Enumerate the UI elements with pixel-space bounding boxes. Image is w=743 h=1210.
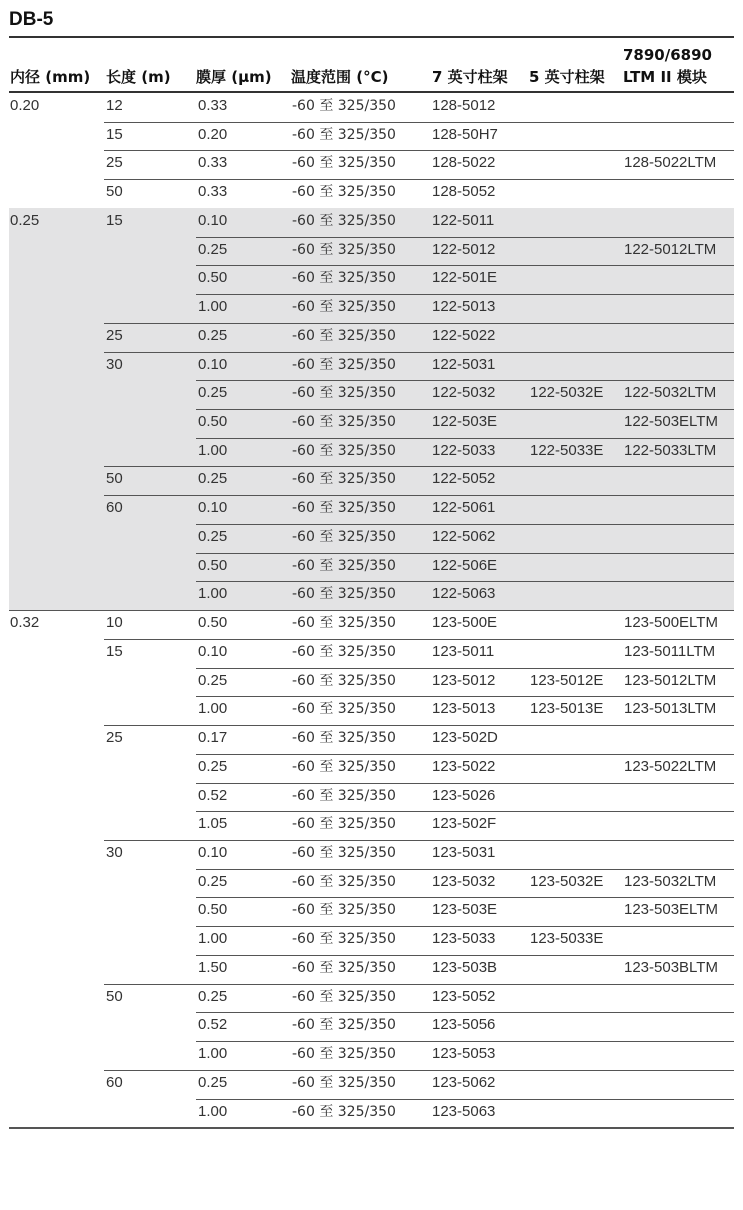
cell-part-7in: 123-503E xyxy=(432,901,498,919)
cell-temp-range: -60 至 325/350 xyxy=(292,327,396,344)
cell-part-7in: 123-502F xyxy=(432,815,497,833)
cell-part-ltm: 123-5032LTM xyxy=(624,872,717,890)
row-divider xyxy=(196,926,734,927)
cell-inner-diameter: 0.20 xyxy=(10,97,40,114)
cell-part-7in: 123-503B xyxy=(432,958,498,976)
cell-part-7in: 123-5032 xyxy=(432,872,496,890)
cell-length: 30 xyxy=(106,355,123,373)
row-divider xyxy=(196,409,734,410)
cell-film: 0.25 xyxy=(198,240,228,258)
cell-length: 15 xyxy=(106,642,123,660)
row-divider xyxy=(196,754,734,755)
row-divider xyxy=(196,553,734,554)
row-divider xyxy=(196,811,734,812)
cell-temp-range: -60 至 325/350 xyxy=(292,1103,396,1120)
cell-length: 50 xyxy=(106,470,123,488)
cell-length: 12 xyxy=(106,97,123,114)
cell-part-7in: 123-5013 xyxy=(432,700,496,718)
row-divider xyxy=(104,179,734,180)
cell-temp-range: -60 至 325/350 xyxy=(292,844,396,861)
cell-length: 15 xyxy=(106,211,123,229)
cell-film: 0.10 xyxy=(198,211,228,229)
cell-temp-range: -60 至 325/350 xyxy=(292,270,396,287)
cell-part-7in: 128-5052 xyxy=(432,183,496,201)
cell-part-7in: 122-5031 xyxy=(432,355,496,373)
cell-temp-range: -60 至 325/350 xyxy=(292,184,396,201)
cell-part-7in: 122-5052 xyxy=(432,470,496,488)
row-divider xyxy=(104,840,734,841)
cell-part-7in: 122-5061 xyxy=(432,499,496,517)
cell-part-ltm: 122-5012LTM xyxy=(624,240,717,258)
cell-temp-range: -60 至 325/350 xyxy=(292,500,396,517)
top-rule xyxy=(9,36,734,38)
header-id: 内径 (mm) xyxy=(10,68,91,86)
cell-film: 0.25 xyxy=(198,527,228,545)
cell-inner-diameter: 0.25 xyxy=(10,211,40,229)
cell-temp-range: -60 至 325/350 xyxy=(292,902,396,919)
cell-part-7in: 122-5012 xyxy=(432,240,496,258)
cell-part-7in: 123-5022 xyxy=(432,757,496,775)
cell-length: 50 xyxy=(106,183,123,201)
row-divider xyxy=(196,955,734,956)
cell-part-7in: 122-5032 xyxy=(432,384,496,402)
cell-temp-range: -60 至 325/350 xyxy=(292,528,396,545)
cell-part-7in: 123-5063 xyxy=(432,1102,496,1120)
cell-part-5in: 123-5033E xyxy=(530,930,604,948)
cell-part-7in: 128-5012 xyxy=(432,97,496,114)
cell-temp-range: -60 至 325/350 xyxy=(292,414,396,431)
cell-film: 1.50 xyxy=(198,958,228,976)
cell-film: 0.25 xyxy=(198,987,228,1005)
cell-temp-range: -60 至 325/350 xyxy=(292,1046,396,1063)
cell-temp-range: -60 至 325/350 xyxy=(292,787,396,804)
cell-length: 30 xyxy=(106,843,123,861)
cell-temp-range: -60 至 325/350 xyxy=(292,615,396,632)
row-divider xyxy=(104,352,734,353)
cell-film: 0.10 xyxy=(198,843,228,861)
cell-film: 1.05 xyxy=(198,815,228,833)
cell-temp-range: -60 至 325/350 xyxy=(292,1017,396,1034)
cell-length: 15 xyxy=(106,125,123,143)
cell-part-7in: 123-5026 xyxy=(432,786,496,804)
cell-film: 0.10 xyxy=(198,642,228,660)
cell-temp-range: -60 至 325/350 xyxy=(292,730,396,747)
cell-film: 0.25 xyxy=(198,384,228,402)
row-divider xyxy=(104,495,734,496)
cell-temp-range: -60 至 325/350 xyxy=(292,356,396,373)
cell-part-7in: 122-5022 xyxy=(432,326,496,344)
cell-temp-range: -60 至 325/350 xyxy=(292,442,396,459)
header-temp: 温度范围 (°C) xyxy=(291,68,389,86)
cell-temp-range: -60 至 325/350 xyxy=(292,931,396,948)
row-divider xyxy=(196,380,734,381)
cell-part-5in: 122-5032E xyxy=(530,384,604,402)
cell-part-ltm: 123-500ELTM xyxy=(624,614,718,632)
cell-part-ltm: 123-5022LTM xyxy=(624,757,717,775)
cell-length: 25 xyxy=(106,326,123,344)
row-divider xyxy=(196,524,734,525)
cell-temp-range: -60 至 325/350 xyxy=(292,816,396,833)
cell-film: 1.00 xyxy=(198,930,228,948)
cell-part-7in: 123-5062 xyxy=(432,1073,496,1091)
cell-length: 60 xyxy=(106,1073,123,1091)
cell-part-5in: 123-5032E xyxy=(530,872,604,890)
cell-temp-range: -60 至 325/350 xyxy=(292,873,396,890)
cell-temp-range: -60 至 325/350 xyxy=(292,98,396,114)
cell-part-7in: 123-502D xyxy=(432,729,498,747)
row-divider xyxy=(196,1041,734,1042)
row-divider xyxy=(104,984,734,985)
cell-film: 1.00 xyxy=(198,441,228,459)
cell-part-7in: 122-5013 xyxy=(432,298,496,316)
cell-part-ltm: 122-5033LTM xyxy=(624,441,717,459)
cell-part-7in: 123-500E xyxy=(432,614,498,632)
cell-part-5in: 123-5012E xyxy=(530,671,604,689)
header-7in-cage: 7 英寸柱架 xyxy=(432,68,508,86)
row-divider xyxy=(9,610,734,611)
row-divider xyxy=(196,668,734,669)
cell-film: 1.00 xyxy=(198,585,228,603)
cell-temp-range: -60 至 325/350 xyxy=(292,701,396,718)
row-divider xyxy=(104,323,734,324)
row-divider xyxy=(196,265,734,266)
cell-length: 25 xyxy=(106,154,123,172)
row-divider xyxy=(104,1070,734,1071)
cell-temp-range: -60 至 325/350 xyxy=(292,672,396,689)
cell-film: 0.50 xyxy=(198,556,228,574)
header-rule xyxy=(9,91,734,93)
header-ltm-line1: 7890/6890 xyxy=(623,46,712,64)
cell-part-7in: 128-5022 xyxy=(432,154,496,172)
cell-film: 0.20 xyxy=(198,125,228,143)
cell-length: 60 xyxy=(106,499,123,517)
cell-film: 0.50 xyxy=(198,413,228,431)
cell-film: 0.33 xyxy=(198,97,228,114)
cell-inner-diameter: 0.32 xyxy=(10,614,40,632)
cell-part-7in: 123-5011 xyxy=(432,642,495,660)
row-divider xyxy=(196,1099,734,1100)
cell-film: 0.52 xyxy=(198,786,228,804)
row-divider xyxy=(9,1127,734,1129)
row-divider xyxy=(196,696,734,697)
cell-film: 0.50 xyxy=(198,901,228,919)
row-divider xyxy=(104,150,734,151)
cell-part-ltm: 123-5012LTM xyxy=(624,671,717,689)
cell-film: 0.25 xyxy=(198,757,228,775)
cell-part-7in: 123-5056 xyxy=(432,1016,496,1034)
cell-film: 0.50 xyxy=(198,269,228,287)
cell-part-ltm: 123-5011LTM xyxy=(624,642,716,660)
cell-film: 0.25 xyxy=(198,470,228,488)
header-ltm-line2: LTM II 模块 xyxy=(623,68,707,86)
header-5in-cage: 5 英寸柱架 xyxy=(529,68,605,86)
cell-part-7in: 122-5062 xyxy=(432,527,496,545)
cell-temp-range: -60 至 325/350 xyxy=(292,586,396,603)
header-film: 膜厚 (μm) xyxy=(196,68,272,86)
table-title: DB-5 xyxy=(9,9,54,30)
cell-part-7in: 122-503E xyxy=(432,413,498,431)
row-divider xyxy=(196,1012,734,1013)
row-divider xyxy=(196,581,734,582)
cell-film: 0.17 xyxy=(198,729,228,747)
cell-temp-range: -60 至 325/350 xyxy=(292,241,396,258)
cell-part-ltm: 123-503ELTM xyxy=(624,901,718,919)
cell-part-ltm: 123-503BLTM xyxy=(624,958,718,976)
cell-film: 0.50 xyxy=(198,614,228,632)
cell-length: 10 xyxy=(106,614,123,632)
cell-film: 1.00 xyxy=(198,298,228,316)
header-length: 长度 (m) xyxy=(106,68,171,86)
cell-film: 0.25 xyxy=(198,671,228,689)
cell-part-7in: 122-501E xyxy=(432,269,498,287)
cell-temp-range: -60 至 325/350 xyxy=(292,758,396,775)
cell-temp-range: -60 至 325/350 xyxy=(292,155,396,172)
cell-part-7in: 123-5031 xyxy=(432,843,496,861)
cell-film: 0.25 xyxy=(198,1073,228,1091)
cell-film: 0.33 xyxy=(198,183,228,201)
cell-temp-range: -60 至 325/350 xyxy=(292,557,396,574)
cell-temp-range: -60 至 325/350 xyxy=(292,299,396,316)
row-divider xyxy=(196,294,734,295)
cell-film: 0.10 xyxy=(198,499,228,517)
cell-temp-range: -60 至 325/350 xyxy=(292,126,396,143)
cell-part-7in: 123-5012 xyxy=(432,671,496,689)
cell-part-7in: 123-5053 xyxy=(432,1045,496,1063)
cell-part-7in: 122-5033 xyxy=(432,441,496,459)
cell-film: 0.25 xyxy=(198,872,228,890)
cell-part-7in: 122-5011 xyxy=(432,211,495,229)
cell-part-ltm: 122-503ELTM xyxy=(624,413,718,431)
row-divider xyxy=(196,438,734,439)
cell-film: 0.52 xyxy=(198,1016,228,1034)
cell-temp-range: -60 至 325/350 xyxy=(292,385,396,402)
row-divider xyxy=(104,466,734,467)
row-divider xyxy=(196,869,734,870)
cell-film: 0.33 xyxy=(198,154,228,172)
cell-temp-range: -60 至 325/350 xyxy=(292,212,396,229)
cell-film: 1.00 xyxy=(198,1045,228,1063)
cell-part-7in: 122-5063 xyxy=(432,585,496,603)
cell-part-7in: 123-5052 xyxy=(432,987,496,1005)
cell-part-ltm: 123-5013LTM xyxy=(624,700,717,718)
cell-temp-range: -60 至 325/350 xyxy=(292,988,396,1005)
cell-film: 1.00 xyxy=(198,700,228,718)
row-divider xyxy=(196,783,734,784)
row-divider xyxy=(104,639,734,640)
cell-temp-range: -60 至 325/350 xyxy=(292,959,396,976)
row-divider xyxy=(104,725,734,726)
row-divider xyxy=(196,897,734,898)
cell-length: 25 xyxy=(106,729,123,747)
cell-temp-range: -60 至 325/350 xyxy=(292,471,396,488)
row-divider xyxy=(196,237,734,238)
cell-part-7in: 128-50H7 xyxy=(432,125,498,143)
cell-film: 0.10 xyxy=(198,355,228,373)
cell-temp-range: -60 至 325/350 xyxy=(292,643,396,660)
cell-part-ltm: 128-5022LTM xyxy=(624,154,717,172)
row-divider xyxy=(104,122,734,123)
cell-temp-range: -60 至 325/350 xyxy=(292,1074,396,1091)
cell-part-7in: 123-5033 xyxy=(432,930,496,948)
cell-film: 1.00 xyxy=(198,1102,228,1120)
cell-part-5in: 123-5013E xyxy=(530,700,604,718)
cell-part-5in: 122-5033E xyxy=(530,441,604,459)
cell-film: 0.25 xyxy=(198,326,228,344)
cell-part-7in: 122-506E xyxy=(432,556,498,574)
cell-length: 50 xyxy=(106,987,123,1005)
cell-part-ltm: 122-5032LTM xyxy=(624,384,717,402)
